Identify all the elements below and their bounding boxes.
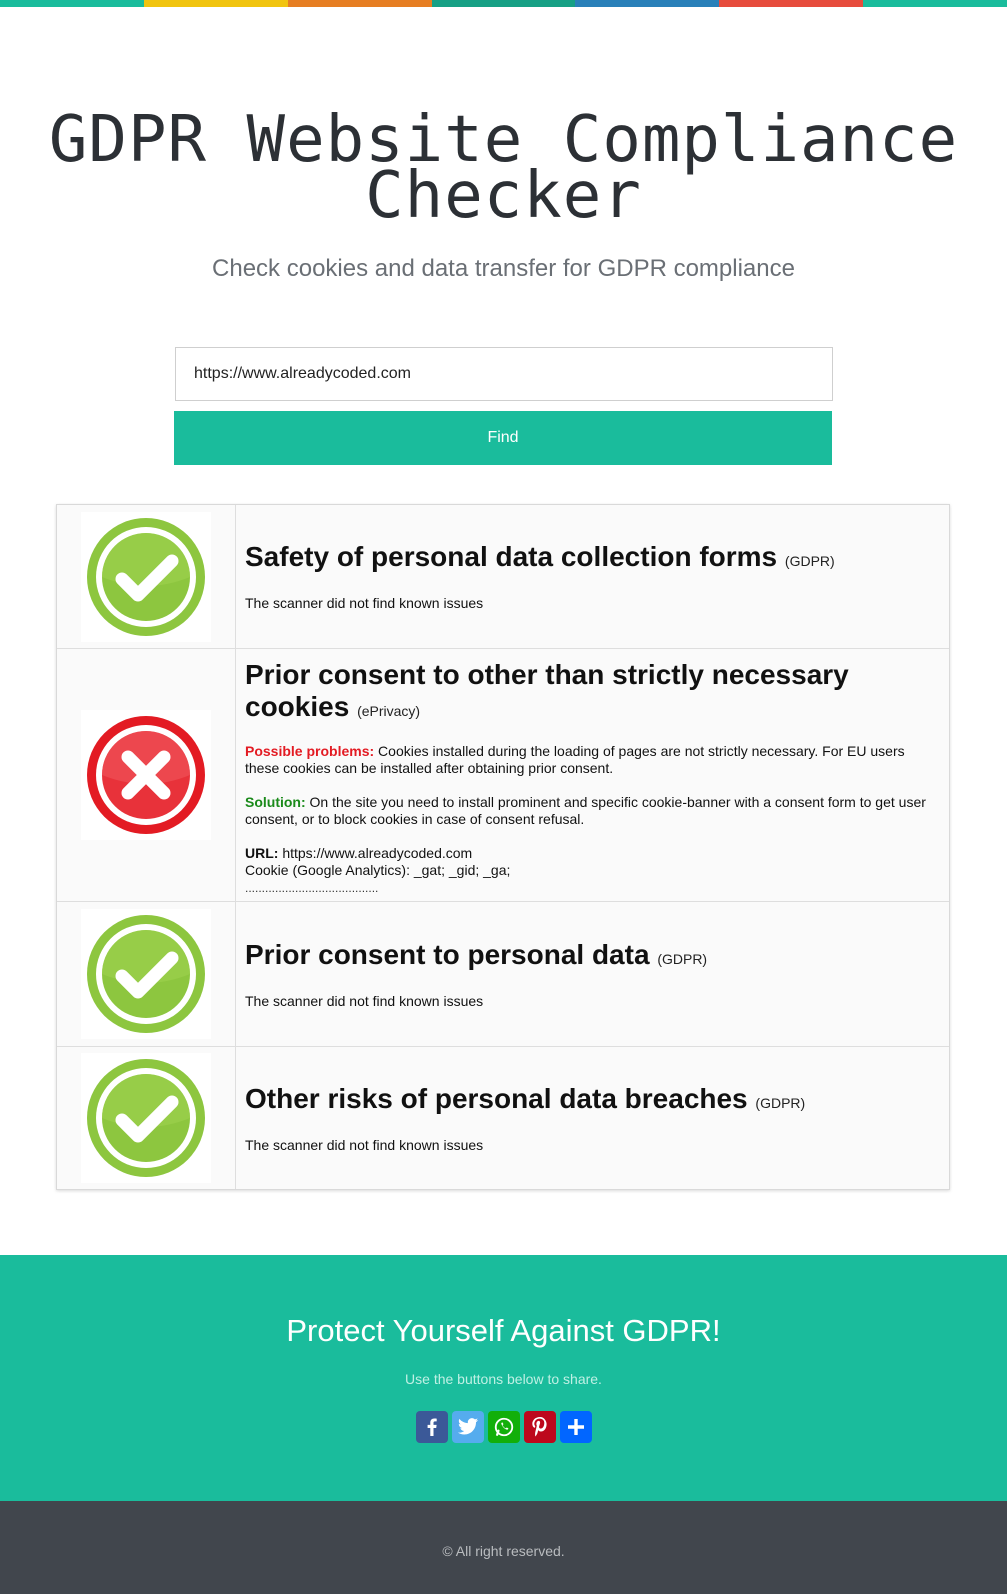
share-buttons [416,1411,592,1443]
share-section [0,1255,1007,1501]
result-row-consent [57,902,949,1047]
url-value: https://www.alreadycoded.com [282,845,473,861]
result-title-text: Other risks of personal data breaches [245,1082,748,1114]
result-tag: (GDPR) [657,950,708,967]
page-subtitle: Check cookies and data transfer for GDPR compliance [212,255,795,282]
x-circle-icon [81,710,211,840]
check-circle-icon [81,512,211,642]
result-title [245,541,939,577]
result-tag: (GDPR) [755,1094,806,1111]
url-label: URL: [245,845,279,861]
page-title-line2: Checker [365,159,642,233]
result-text-cell [236,649,949,901]
result-text-cell [236,505,949,648]
page-footer [0,1501,1007,1594]
check-circle-icon [81,909,211,1039]
pinterest-icon [530,1416,550,1438]
result-title [245,659,939,727]
result-title [245,1083,939,1119]
dotted-separator: ........................................ [245,881,379,895]
result-text-cell [236,1047,949,1189]
top-bar-segment [144,0,288,7]
top-bar-segment [719,0,863,7]
twitter-icon [457,1417,479,1437]
result-tag: (ePrivacy) [357,703,421,719]
addtoany-share-button[interactable] [560,1411,592,1443]
cookie-line: Cookie (Google Analytics): _gat; _gid; _ga; [245,862,511,878]
solution-text: On the site you need to install prominent and specific cookie-banner with a consent form to get user consent, or to block cookies in case of consent refusal. [245,794,926,827]
solution-paragraph [245,794,939,828]
whatsapp-icon [493,1416,515,1438]
result-text-cell [236,902,949,1046]
problems-paragraph [245,743,939,777]
share-subtitle: Use the buttons below to share. [405,1371,602,1387]
result-icon-cell [57,649,236,901]
top-bar-segment [0,0,144,7]
find-button[interactable]: Find [174,411,832,465]
result-row-breaches [57,1047,949,1189]
result-icon-cell [57,505,236,648]
result-icon-cell [57,1047,236,1189]
result-title-text: Prior consent to personal data [245,938,650,970]
result-status-text: The scanner did not find known issues [245,992,484,1009]
url-line [245,845,939,862]
pinterest-share-button[interactable] [524,1411,556,1443]
result-status-text: The scanner did not find known issues [245,1136,484,1153]
url-input[interactable] [175,347,833,401]
page-title [0,103,1007,233]
result-row-forms [57,505,949,649]
check-circle-icon [81,1053,211,1183]
facebook-icon [422,1417,442,1437]
top-bar-segment [288,0,432,7]
top-bar-segment [432,0,576,7]
result-row-cookies [57,649,949,902]
facebook-share-button[interactable] [416,1411,448,1443]
copyright-text: © All right reserved. [442,1543,565,1559]
result-title-text: Safety of personal data collection forms [245,541,778,572]
result-status-text: The scanner did not find known issues [245,595,484,611]
problems-text: Cookies installed during the loading of pages are not strictly necessary. For EU users these cookies can be installed after obtaining prior consent. [245,743,905,776]
result-title [245,939,939,975]
result-tag: (GDPR) [784,553,835,569]
page-title-line1: GDPR Website Compliance [48,103,959,177]
top-bar-segment [575,0,719,7]
whatsapp-share-button[interactable] [488,1411,520,1443]
result-title-text: Prior consent to other than strictly necessary cookies [245,659,849,722]
solution-label: Solution: [245,794,306,810]
results-table [56,504,950,1190]
top-bar-segment [863,0,1007,7]
top-color-bar [0,0,1007,7]
share-title: Protect Yourself Against GDPR! [286,1313,721,1348]
result-icon-cell [57,902,236,1046]
problems-label: Possible problems: [245,743,375,759]
twitter-share-button[interactable] [452,1411,484,1443]
addtoany-plus-icon [566,1417,586,1437]
